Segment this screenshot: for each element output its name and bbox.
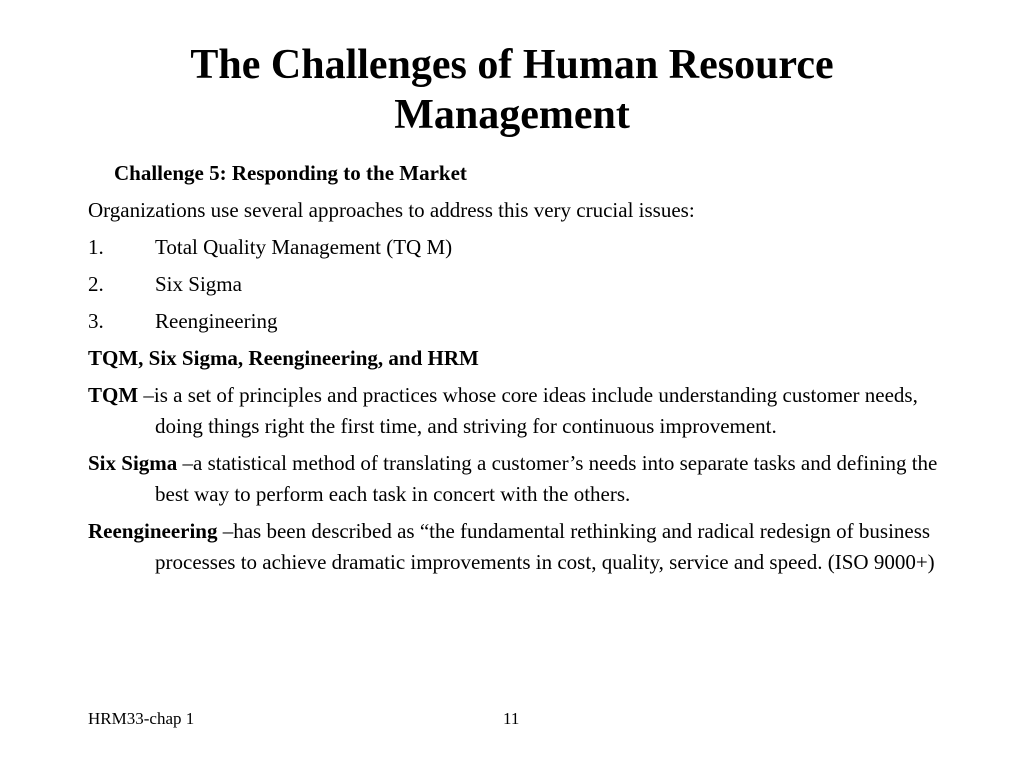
- definition-term: Six Sigma: [88, 451, 178, 475]
- definition-term: TQM: [88, 383, 139, 407]
- definition-six-sigma: [88, 448, 948, 510]
- slide-title: [120, 40, 904, 140]
- definition-text: –a statistical method of translating a customer’s needs into separate tasks and defining the best way to perform each task in concert with the others.: [155, 451, 938, 506]
- approach-item-3: [88, 306, 948, 337]
- definition-reengineering: [88, 516, 948, 578]
- page-number: 11: [503, 709, 520, 728]
- approach-label: Reengineering: [155, 309, 278, 333]
- footer-label: HRM33-chap 1: [88, 709, 195, 728]
- intro-text: Organizations use several approaches to address this very crucial issues:: [88, 198, 695, 222]
- slide-title-line2: Management: [394, 92, 630, 138]
- challenge-subtitle: Challenge 5: Responding to the Market: [114, 161, 467, 185]
- definition-text: –has been described as “the fundamental rethinking and radical redesign of business processes to achieve dramatic improvements in cost, quality, service and speed. (ISO 9000+): [155, 519, 935, 574]
- approach-item-1: [88, 232, 948, 263]
- section-heading: TQM, Six Sigma, Reengineering, and HRM: [88, 346, 479, 370]
- approach-number: 3.: [88, 309, 104, 333]
- definition-tqm: [88, 380, 948, 442]
- approach-label: Six Sigma: [155, 272, 242, 296]
- approach-number: 2.: [88, 272, 104, 296]
- approach-label: Total Quality Management (TQ M): [155, 235, 453, 259]
- definition-text: –is a set of principles and practices whose core ideas include understanding customer needs, doing things right the first time, and striving for continuous improvement.: [138, 383, 918, 438]
- approach-item-2: [88, 269, 948, 300]
- definition-term: Reengineering: [88, 519, 218, 543]
- approach-number: 1.: [88, 235, 104, 259]
- slide-content: [88, 158, 948, 584]
- slide-title-line1: The Challenges of Human Resource: [190, 42, 834, 88]
